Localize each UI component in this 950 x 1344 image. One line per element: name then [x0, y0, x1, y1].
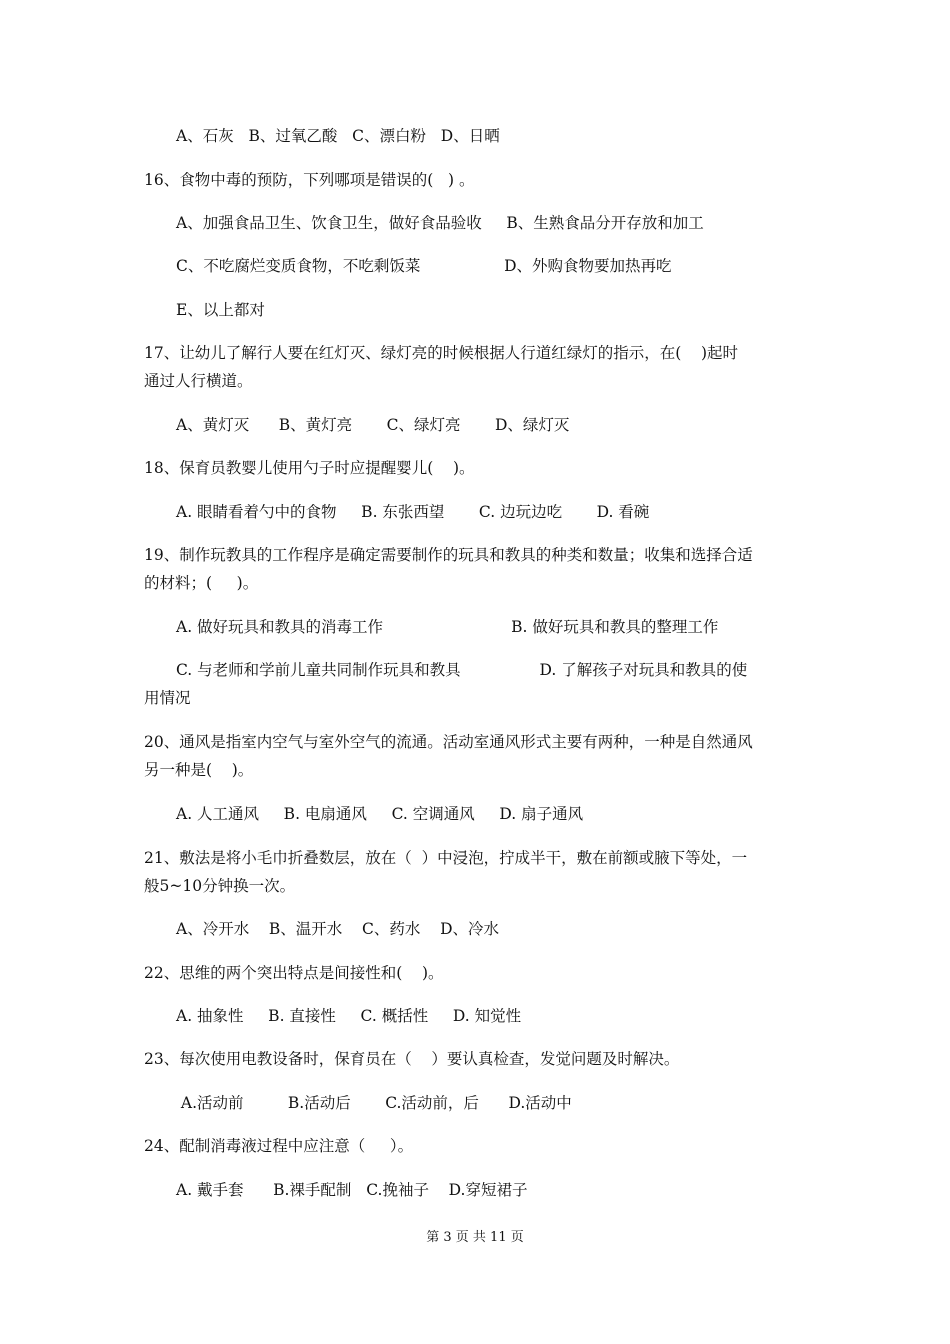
question-23: 23、每次使用电教设备时，保育员在（ ）要认真检查，发觉问题及时解决。 [144, 1050, 680, 1068]
question-16: 16、食物中毒的预防，下列哪项是错误的( ) 。 [144, 171, 475, 189]
question-21-options: A、冷开水 B、温开水 C、药水 D、冷水 [176, 920, 499, 938]
question-17-continued: 通过人行横道。 [144, 372, 253, 390]
question-17: 17、让幼儿了解行人要在红灯灭、绿灯亮的时候根据人行道红绿灯的指示，在( )起时 [144, 344, 739, 362]
question-21-continued: 般5~10分钟换一次。 [144, 877, 296, 895]
question-24: 24、配制消毒液过程中应注意（ ）。 [144, 1137, 414, 1155]
question-15-options: A、石灰 B、过氧乙酸 C、漂白粉 D、日晒 [176, 127, 500, 145]
question-23-options: A.活动前 B.活动后 C.活动前，后 D.活动中 [176, 1094, 572, 1112]
question-19-options-cd: C. 与老师和学前儿童共同制作玩具和教具 D. 了解孩子对玩具和教具的使 [176, 661, 748, 679]
question-16-options-cd: C、不吃腐烂变质食物，不吃剩饭菜 D、外购食物要加热再吃 [176, 257, 672, 275]
question-22: 22、思维的两个突出特点是间接性和( )。 [144, 964, 444, 982]
question-19-continued: 的材料；( )。 [144, 574, 259, 592]
page-footer: 第 3 页 共 11 页 [426, 1230, 524, 1245]
question-21: 21、敷法是将小毛巾折叠数层，放在（ ）中浸泡，拧成半干，敷在前额或腋下等处，一 [144, 849, 748, 867]
question-19-option-d-continued: 用情况 [144, 689, 191, 707]
question-18: 18、保育员教婴儿使用勺子时应提醒婴儿( )。 [144, 459, 475, 477]
question-24-options: A. 戴手套 B.裸手配制 C.挽袖子 D.穿短裙子 [176, 1181, 528, 1199]
question-19-options-ab: A. 做好玩具和教具的消毒工作 B. 做好玩具和教具的整理工作 [176, 618, 719, 636]
question-16-option-e: E、以上都对 [176, 301, 265, 319]
question-22-options: A. 抽象性 B. 直接性 C. 概括性 D. 知觉性 [176, 1007, 522, 1025]
question-19: 19、制作玩教具的工作程序是确定需要制作的玩具和教具的种类和数量；收集和选择合适 [144, 546, 753, 564]
question-17-options: A、黄灯灭 B、黄灯亮 C、绿灯亮 D、绿灯灭 [176, 416, 570, 434]
question-20-options: A. 人工通风 B. 电扇通风 C. 空调通风 D. 扇子通风 [176, 805, 584, 823]
question-20-continued: 另一种是( )。 [144, 761, 254, 779]
question-18-options: A. 眼睛看着勺中的食物 B. 东张西望 C. 边玩边吃 D. 看碗 [176, 503, 650, 521]
question-16-options-ab: A、加强食品卫生、饮食卫生，做好食品验收 B、生熟食品分开存放和加工 [176, 214, 704, 232]
question-20: 20、通风是指室内空气与室外空气的流通。活动室通风形式主要有两种，一种是自然通风 [144, 733, 753, 751]
